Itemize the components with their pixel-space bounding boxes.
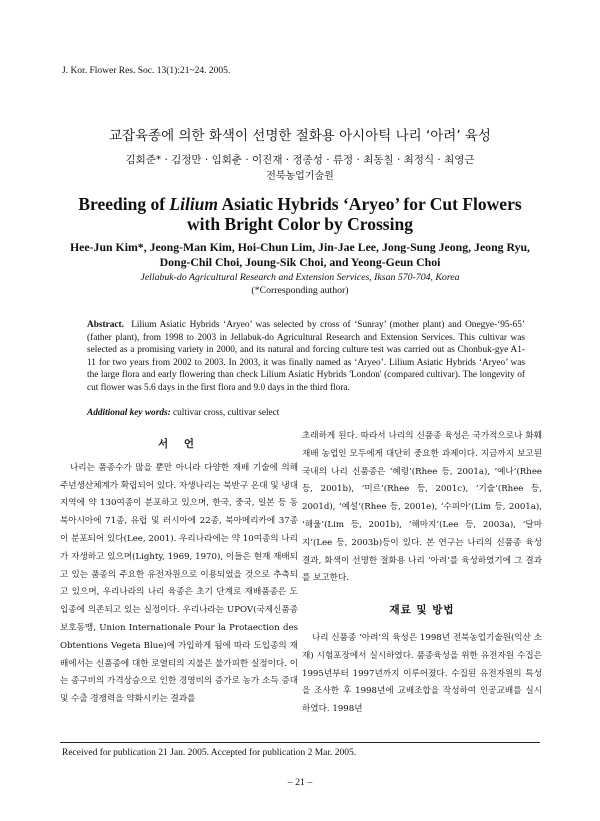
english-title	[60, 194, 540, 234]
korean-affiliation: 전북농업기술원	[266, 171, 334, 182]
abstract	[87, 319, 525, 395]
right-column	[302, 428, 542, 719]
intro-paragraph-2: 초래하게 된다. 따라서 나리의 신품종 육성은 국가적으로나 화훼재배 농업인 모두에게 대단히 중요한 과제이다. 지금까지 보고된 국내의 나리 신품종은 ‘혜령’(Rhee 등, 2001a), ‘예나’(Rhee 등, 2001b), ‘미르’(Rhee 등, 2001c), ‘기술’(Rhee 등, 2001d), ‘예설’(Rhee 등, 2001e), ‘수피아’(Lim 등, 2001a), ‘해울’(Lim 등, 2001b), ‘해마지’(Lee 등, 2003a), ‘달마지’(Lee 등, 2003b)등이 있다. 본 연구는 나리의 신품종 육성 결과, 화색이 선명한 절화용 나리 ‘아려’를 육성하였기에 그 결과를 보고한다.	[302, 431, 542, 584]
title-genus: Lilium	[169, 194, 219, 214]
left-column	[60, 430, 298, 709]
methods-paragraph-1: 나리 신품종 ‘아려’의 육성은 1998년 전북농업기술원(익산 소재) 시험포장에서 실시하였다. 품종육성을 위한 유전자원 수집은 1995년부터 1997년까지 이루어졌다. 수집된 유전자원의 특성을 조사한 후 1998년에 교배조합을 작성하여 인공교배를 실시하였다. 1998년	[302, 632, 542, 715]
korean-title: 교잡육종에 의한 화색이 선명한 절화용 아시아틱 나리 ‘아려’ 육성	[109, 128, 491, 144]
received-note: Received for publication 21 Jan. 2005. Accepted for publication 2 Mar. 2005.	[62, 748, 357, 758]
page-number: – 21 –	[287, 777, 313, 788]
english-authors: Hee-Jun Kim*, Jeong-Man Kim, Hoi-Chun Lim, Jin-Jae Lee, Jong-Sung Jeong, Jeong Ryu, Dong-Chil Choi, Joung-Sik Choi, and Yeong-Geun Choi	[69, 240, 530, 269]
key-words	[87, 408, 525, 418]
korean-authors: 김회준* · 김정만 · 임회춘 · 이진재 · 정종성 · 류정 · 최동칠 · 최정식 · 최영근	[125, 154, 475, 166]
footnote-rule	[60, 742, 540, 743]
intro-heading: 서 언	[158, 438, 200, 450]
abstract-text: Lilium Asiatic Hybrids ‘Aryeo’ was selected by cross of ‘Sunray’ (mother plant) and Onegye-‘95-65’ (father plant), from 1998 to 2003 in Jellabuk-do Agricultural Research and Extension Services. This cultivar was selected as a promising variety in 2000, and its natural and forcing culture test was carried out as Chonbuk-gye A1-11 for two years from 2002 to 2003. In 2003, it was finally named as ‘Aryeo’. Lilium Asiatic Hybrids ‘Aryeo’ was the large flora and early flowering than check Lilium Asiatic Hybrids 'London' (compared cultivar). The longevity of cut flower was 5.6 days in the first flora and 9.0 days in the third flora.	[87, 320, 525, 393]
abstract-label: Abstract.	[87, 320, 124, 330]
corresponding-author-note: (*Corresponding author)	[251, 285, 349, 296]
intro-paragraph-1: 나리는 품종수가 많을 뿐만 아니라 다양한 재배 기술에 의해 주년생산체계가 확립되어 있다. 자생나리는 북반구 온대 및 냉대지역에 약 130여종이 분포하고 있으며, 한국, 중국, 일본 등 동북아시아에 71종, 유럽 및 러시아에 22종, 북아메리카에 37종이 분포되어 있다(Lee, 2001). 우리나라에는 약 10여종의 나리가 자생하고 있으며(Lighty, 1969, 1970), 이들은 현재 재배되고 있는 품종의 주요한 유전자원으로 이용되었을 것으로 추측되고 있으며, 우리나라의 나리 육종은 초기 단계로 재배품종은 도입종에 의존되고 있는 실정이다. 우리나라는 UPOV(국제신품종보호동맹, Union Internationale Pour la Protaection des Obtentions Vegeta Blue)에 가입하게 됨에 따라 도입종의 재배에서는 신품종에 대한 로열티의 지불은 불가피한 실정이다. 이는 종구비의 가격상승으로 인한 경영비의 증가로 농가 소득 증대 및 수출 경쟁력을 약화시키는 결과를	[60, 462, 298, 705]
english-affiliation: Jellabuk-do Agricultural Research and Extension Services, Iksan 570-704, Korea	[140, 272, 460, 283]
title-suffix: Asiatic Hybrids ‘Aryeo’ for Cut Flowers with Bright Color by Crossing	[187, 194, 522, 234]
journal-citation: J. Kor. Flower Res. Soc. 13(1):21~24. 2005.	[62, 66, 231, 76]
key-words-text: cultivar cross, cultivar select	[170, 408, 280, 418]
methods-heading: 재료 및 방법	[389, 604, 455, 617]
key-words-label: Additional key words:	[87, 408, 171, 418]
title-prefix: Breeding of	[78, 194, 170, 214]
